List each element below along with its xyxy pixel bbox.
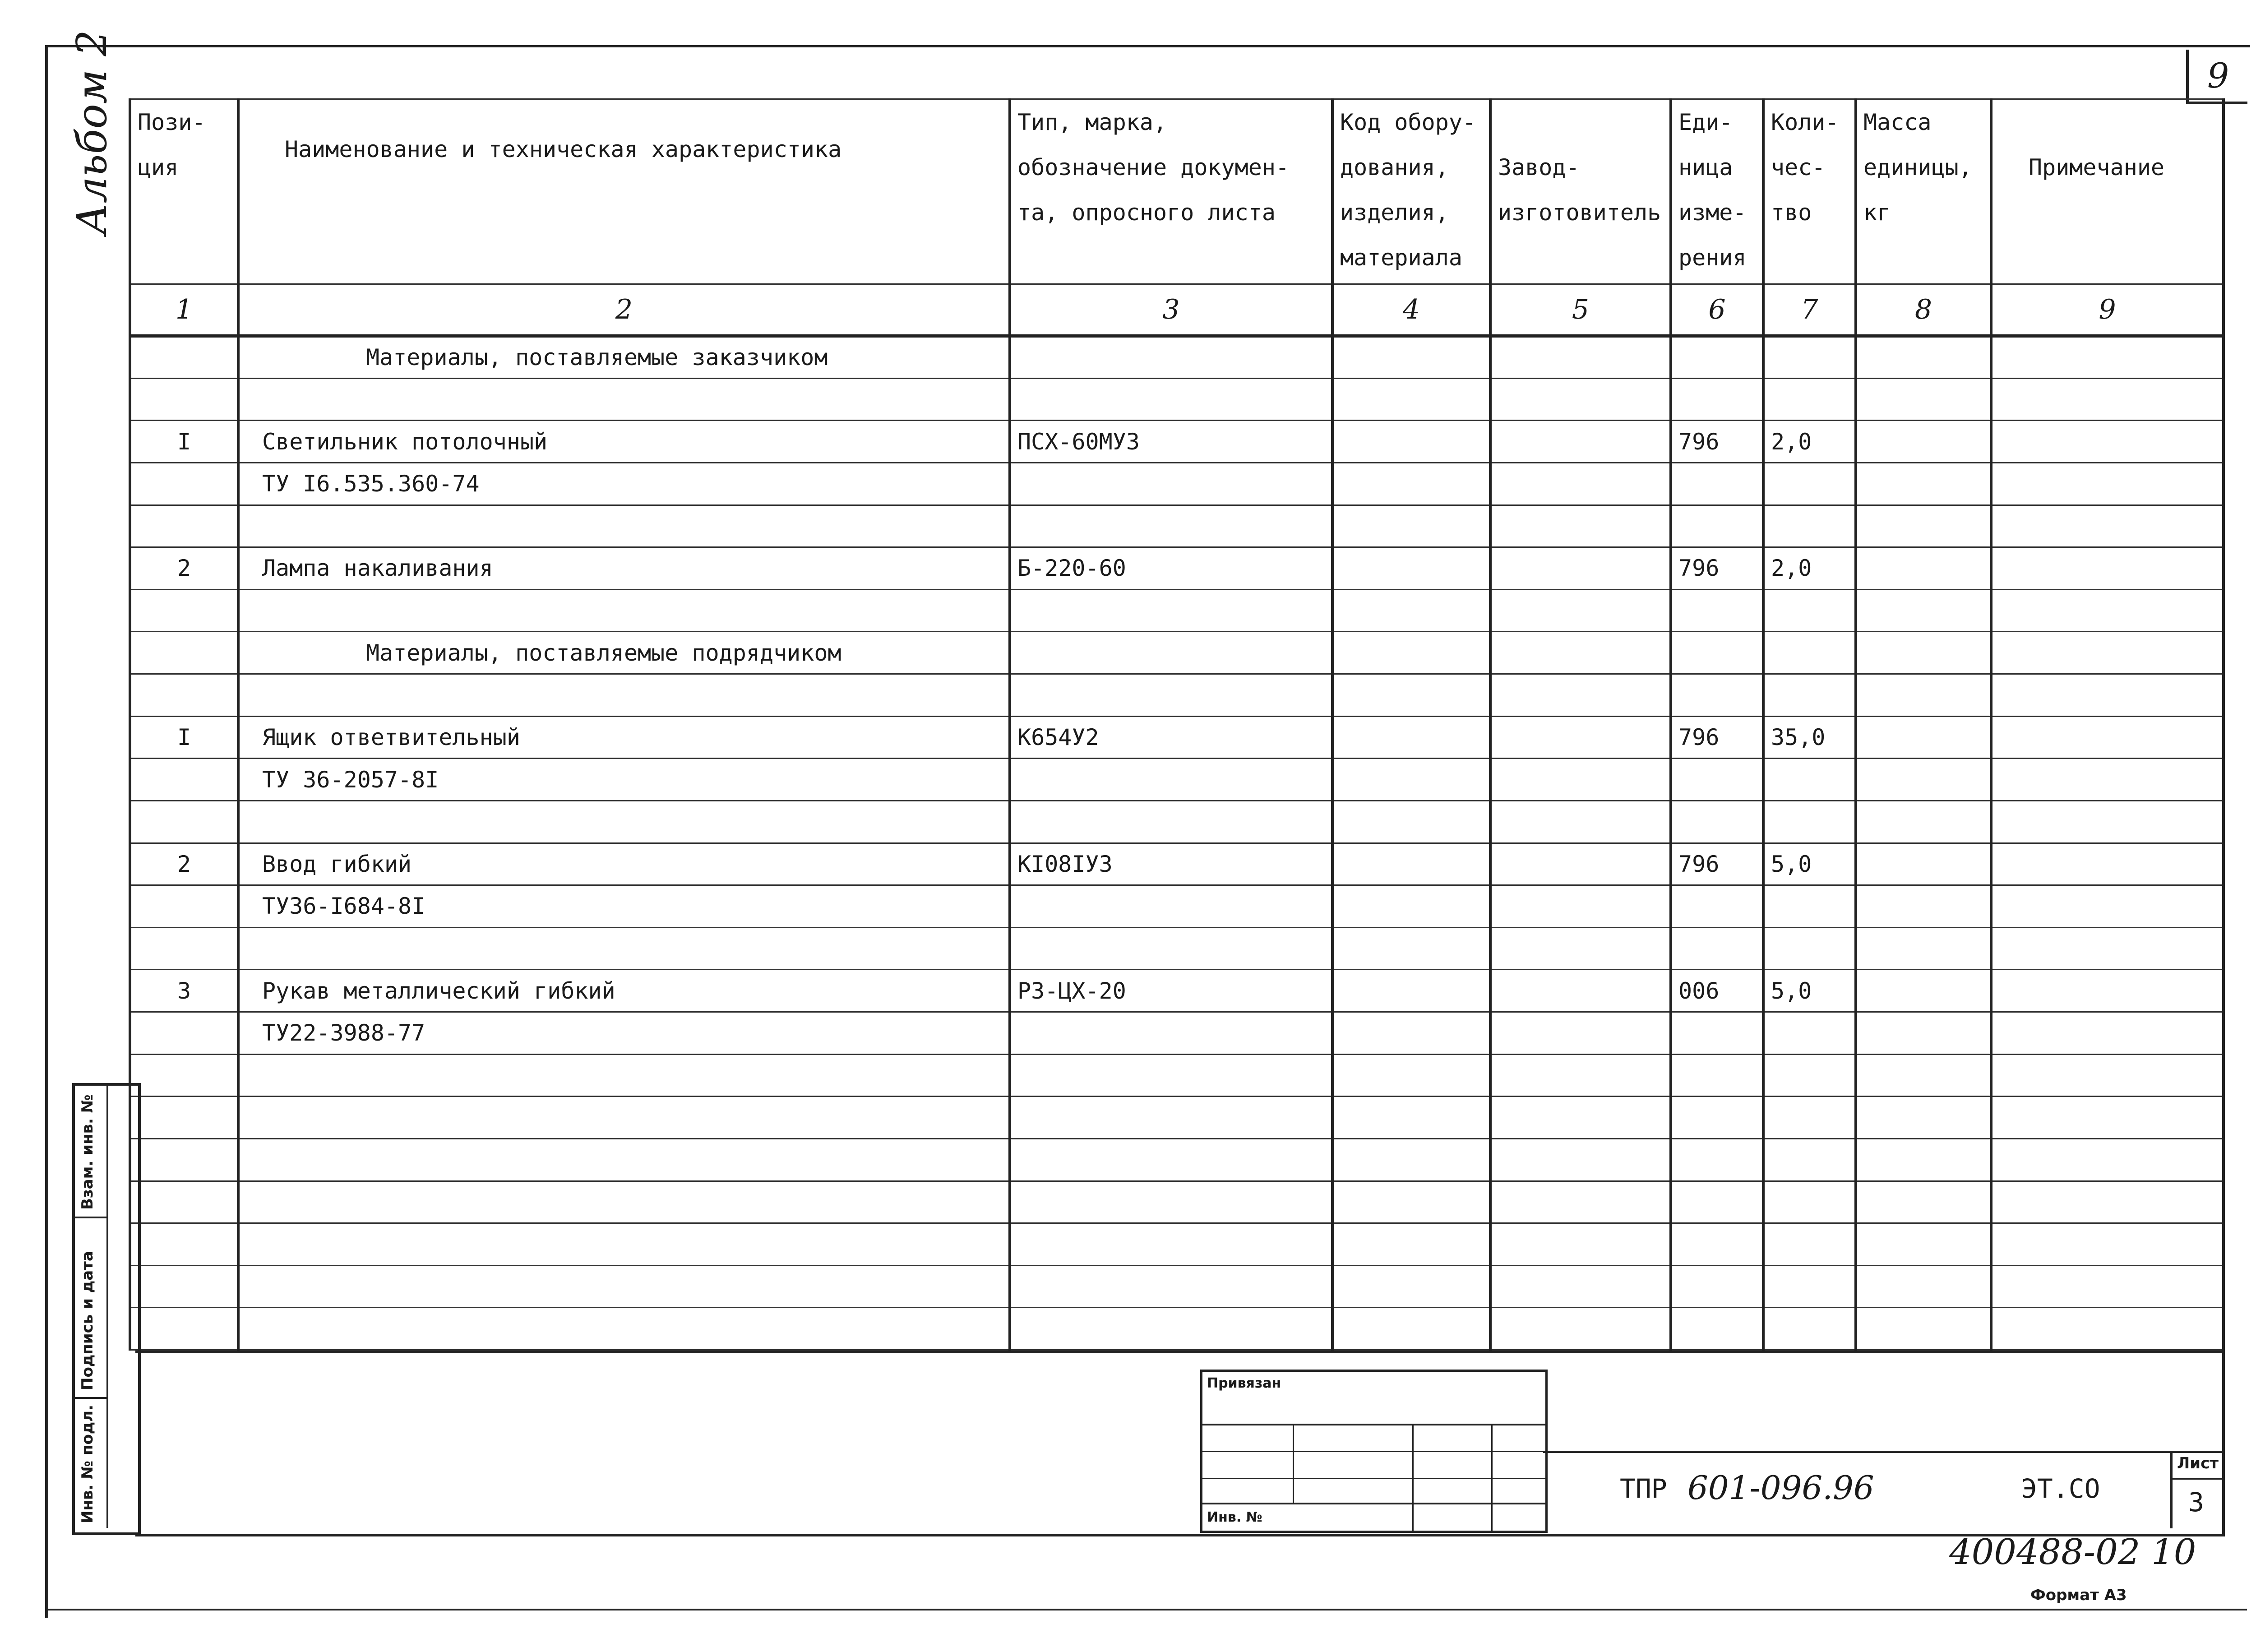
cell-code: [1332, 1138, 1490, 1181]
header-cell-1: Пози- ция: [130, 99, 238, 284]
list-value: 3: [2188, 1487, 2204, 1518]
header-row: [130, 99, 2224, 284]
cell-code: [1332, 927, 1490, 970]
cell-type: [1010, 378, 1332, 421]
cell-unit: [1671, 885, 1763, 928]
table-row: [130, 843, 2224, 885]
cell-pos: 2: [130, 547, 238, 590]
column-number-2: 2: [238, 284, 1010, 336]
cell-pos: I: [130, 421, 238, 463]
cell-type: [1010, 885, 1332, 928]
cell-pos: 3: [130, 970, 238, 1012]
cell-qty: [1763, 801, 1856, 843]
cell-unit: [1671, 463, 1763, 505]
cell-note: [1991, 801, 2224, 843]
cell-note: [1991, 547, 2224, 590]
cell-note: [1991, 1308, 2224, 1350]
cell-maker: [1490, 1012, 1671, 1055]
cell-type: [1010, 1097, 1332, 1139]
cell-maker: [1490, 421, 1671, 463]
cell-name: ТУ 36-2057-8I: [238, 759, 1010, 801]
cell-unit: [1671, 378, 1763, 421]
cell-note: [1991, 759, 2224, 801]
cell-type: [1010, 801, 1332, 843]
cell-pos: [130, 632, 238, 674]
cell-code: [1332, 547, 1490, 590]
stamp-line: [1202, 1503, 1545, 1504]
table-row: [130, 421, 2224, 463]
cell-note: [1991, 927, 2224, 970]
cell-maker: [1490, 1097, 1671, 1139]
inv-no-label: Инв. №: [1207, 1509, 1262, 1525]
format-label: Формат А3: [2030, 1586, 2127, 1604]
cell-qty: [1763, 589, 1856, 632]
cell-unit: [1671, 1097, 1763, 1139]
cell-name: ТУ I6.535.360-74: [238, 463, 1010, 505]
column-number-4: 4: [1332, 284, 1490, 336]
cell-note: [1991, 1097, 2224, 1139]
cell-type: РЗ-ЦХ-20: [1010, 970, 1332, 1012]
side-cell-inv-podl: [75, 1397, 108, 1528]
cell-pos: [130, 505, 238, 547]
header-cell-8: Масса единицы, кг: [1856, 99, 1991, 284]
cell-pos: [130, 589, 238, 632]
cell-note: [1991, 378, 2224, 421]
column-number-9: 9: [1991, 284, 2224, 336]
cell-name: Лампа накаливания: [238, 547, 1010, 590]
cell-mass: [1856, 589, 1991, 632]
table-row: [130, 759, 2224, 801]
cell-name: [238, 1223, 1010, 1266]
cell-mass: [1856, 716, 1991, 759]
cell-name: [238, 1265, 1010, 1308]
cell-maker: [1490, 463, 1671, 505]
cell-maker: [1490, 1308, 1671, 1350]
cell-unit: [1671, 927, 1763, 970]
project-number: 601-096.96: [1687, 1469, 1874, 1507]
cell-code: [1332, 589, 1490, 632]
table-row: [130, 1223, 2224, 1266]
cell-mass: [1856, 632, 1991, 674]
table-row: [130, 1308, 2224, 1350]
cell-mass: [1856, 1265, 1991, 1308]
specification-table: [129, 98, 2225, 1351]
table-row: [130, 716, 2224, 759]
column-number-3: 3: [1010, 284, 1332, 336]
side-label-inv-podl: Инв. № подл.: [79, 1404, 97, 1523]
cell-qty: [1763, 1265, 1856, 1308]
header-cell-3: Тип, марка, обозначение докумен- та, опросного листа: [1010, 99, 1332, 284]
list-label: Лист: [2177, 1454, 2219, 1472]
cell-note: [1991, 336, 2224, 379]
cell-mass: [1856, 463, 1991, 505]
column-number-5: 5: [1490, 284, 1671, 336]
cell-maker: [1490, 632, 1671, 674]
cell-mass: [1856, 336, 1991, 379]
privyazan-stamp: [1200, 1370, 1548, 1533]
cell-type: [1010, 1265, 1332, 1308]
cell-name: Ввод гибкий: [238, 843, 1010, 885]
cell-code: [1332, 505, 1490, 547]
cell-code: [1332, 1181, 1490, 1223]
cell-note: [1991, 970, 2224, 1012]
cell-type: [1010, 1012, 1332, 1055]
title-block-frame: [135, 1351, 2225, 1536]
cell-type: КI08IУЗ: [1010, 843, 1332, 885]
cell-name: Материалы, поставляемые подрядчиком: [238, 632, 1010, 674]
list-divider: [2173, 1478, 2224, 1480]
cell-maker: [1490, 1265, 1671, 1308]
cell-note: [1991, 1181, 2224, 1223]
cell-code: [1332, 1265, 1490, 1308]
cell-maker: [1490, 505, 1671, 547]
table-body: [130, 336, 2224, 1350]
cell-pos: [130, 1223, 238, 1266]
table-row: [130, 970, 2224, 1012]
cell-type: [1010, 1181, 1332, 1223]
table-row: [130, 1138, 2224, 1181]
table-row: [130, 547, 2224, 590]
cell-type: [1010, 927, 1332, 970]
cell-qty: 5,0: [1763, 970, 1856, 1012]
cell-name: [238, 1308, 1010, 1350]
cell-unit: 796: [1671, 716, 1763, 759]
cell-maker: [1490, 336, 1671, 379]
cell-type: [1010, 589, 1332, 632]
table-row: [130, 378, 2224, 421]
stamp-line: [1412, 1424, 1414, 1531]
cell-note: [1991, 1223, 2224, 1266]
cell-note: [1991, 885, 2224, 928]
side-label-vzam-inv: Взам. инв. №: [79, 1094, 97, 1210]
cell-maker: [1490, 970, 1671, 1012]
cell-qty: [1763, 1223, 1856, 1266]
cell-type: [1010, 463, 1332, 505]
cell-qty: [1763, 632, 1856, 674]
cell-mass: [1856, 1138, 1991, 1181]
cell-mass: [1856, 421, 1991, 463]
cell-code: [1332, 843, 1490, 885]
tpr-label: ТПР: [1620, 1473, 1667, 1504]
cell-note: [1991, 1012, 2224, 1055]
cell-name: [238, 589, 1010, 632]
cell-unit: [1671, 1054, 1763, 1097]
section-row: [130, 336, 2224, 379]
cell-pos: [130, 378, 238, 421]
cell-maker: [1490, 716, 1671, 759]
cell-unit: [1671, 801, 1763, 843]
cell-qty: [1763, 927, 1856, 970]
cell-code: [1332, 463, 1490, 505]
cell-name: Материалы, поставляемые заказчиком: [238, 336, 1010, 379]
cell-code: [1332, 632, 1490, 674]
cell-pos: I: [130, 716, 238, 759]
cell-qty: [1763, 674, 1856, 717]
cell-maker: [1490, 1181, 1671, 1223]
cell-qty: [1763, 505, 1856, 547]
cell-code: [1332, 1308, 1490, 1350]
cell-unit: [1671, 505, 1763, 547]
table-row: [130, 927, 2224, 970]
cell-type: К654У2: [1010, 716, 1332, 759]
cell-unit: [1671, 1308, 1763, 1350]
cell-qty: [1763, 336, 1856, 379]
bottom-frame-line: [45, 1609, 2247, 1610]
cell-name: [238, 1138, 1010, 1181]
cell-unit: [1671, 1138, 1763, 1181]
table-row: [130, 1265, 2224, 1308]
column-number-8: 8: [1856, 284, 1991, 336]
cell-code: [1332, 378, 1490, 421]
cell-unit: 796: [1671, 843, 1763, 885]
cell-name: ТУ22-3988-77: [238, 1012, 1010, 1055]
side-label-podpis-data: Подпись и дата: [79, 1251, 97, 1390]
cell-unit: 796: [1671, 547, 1763, 590]
cell-maker: [1490, 759, 1671, 801]
table-row: [130, 463, 2224, 505]
stamp-line: [1202, 1424, 1545, 1425]
cell-mass: [1856, 801, 1991, 843]
cell-qty: [1763, 1308, 1856, 1350]
cell-unit: 796: [1671, 421, 1763, 463]
cell-type: [1010, 336, 1332, 379]
cell-unit: [1671, 674, 1763, 717]
cell-qty: [1763, 759, 1856, 801]
cell-maker: [1490, 589, 1671, 632]
cell-code: [1332, 1223, 1490, 1266]
header-cell-4: Код обору- дования, изделия, материала: [1332, 99, 1490, 284]
cell-mass: [1856, 885, 1991, 928]
table-row: [130, 505, 2224, 547]
cell-mass: [1856, 547, 1991, 590]
cell-pos: [130, 1308, 238, 1350]
cell-qty: [1763, 1012, 1856, 1055]
table-row: [130, 589, 2224, 632]
cell-name: [238, 801, 1010, 843]
cell-note: [1991, 463, 2224, 505]
cell-name: [238, 674, 1010, 717]
cell-mass: [1856, 378, 1991, 421]
header-cell-5: Завод- изготовитель: [1490, 99, 1671, 284]
cell-mass: [1856, 1012, 1991, 1055]
table-row: [130, 1181, 2224, 1223]
cell-mass: [1856, 843, 1991, 885]
table-row: [130, 1012, 2224, 1055]
cell-code: [1332, 1097, 1490, 1139]
cell-pos: [130, 759, 238, 801]
cell-qty: 35,0: [1763, 716, 1856, 759]
cell-unit: 006: [1671, 970, 1763, 1012]
cell-qty: [1763, 463, 1856, 505]
cell-name: Светильник потолочный: [238, 421, 1010, 463]
cell-code: [1332, 336, 1490, 379]
cell-unit: [1671, 759, 1763, 801]
cell-unit: [1671, 336, 1763, 379]
cell-qty: [1763, 1097, 1856, 1139]
cell-name: Рукав металлический гибкий: [238, 970, 1010, 1012]
cell-type: [1010, 1308, 1332, 1350]
cell-maker: [1490, 1138, 1671, 1181]
cell-qty: [1763, 378, 1856, 421]
column-number-1: 1: [130, 284, 238, 336]
cell-name: [238, 1181, 1010, 1223]
header-cell-6: Еди- ница изме- рения: [1671, 99, 1763, 284]
cell-name: [238, 1054, 1010, 1097]
cell-name: [238, 1097, 1010, 1139]
cell-maker: [1490, 927, 1671, 970]
cell-unit: [1671, 1265, 1763, 1308]
cell-code: [1332, 885, 1490, 928]
cell-pos: 2: [130, 843, 238, 885]
cell-mass: [1856, 1054, 1991, 1097]
cell-code: [1332, 759, 1490, 801]
inventory-number: 400488-02 10: [1949, 1532, 2196, 1573]
cell-pos: [130, 927, 238, 970]
cell-mass: [1856, 759, 1991, 801]
cell-maker: [1490, 801, 1671, 843]
sheet-corner-number: 9: [2186, 50, 2247, 104]
column-number-7: 7: [1763, 284, 1856, 336]
cell-name: [238, 378, 1010, 421]
cell-pos: [130, 1054, 238, 1097]
cell-note: [1991, 1138, 2224, 1181]
header-cell-9: Примечание: [1991, 99, 2224, 284]
cell-code: [1332, 801, 1490, 843]
cell-mass: [1856, 1308, 1991, 1350]
cell-mass: [1856, 1223, 1991, 1266]
cell-unit: [1671, 632, 1763, 674]
cell-pos: [130, 336, 238, 379]
album-label: Альбом 2: [68, 30, 116, 235]
side-cell-vzam: [75, 1086, 108, 1218]
cell-code: [1332, 970, 1490, 1012]
cell-name: [238, 505, 1010, 547]
cell-pos: [130, 463, 238, 505]
cell-code: [1332, 716, 1490, 759]
cell-note: [1991, 843, 2224, 885]
cell-maker: [1490, 885, 1671, 928]
cell-name: Ящик ответвительный: [238, 716, 1010, 759]
cell-pos: [130, 1265, 238, 1308]
cell-mass: [1856, 927, 1991, 970]
column-number-6: 6: [1671, 284, 1763, 336]
cell-type: [1010, 1054, 1332, 1097]
cell-mass: [1856, 674, 1991, 717]
stamp-line: [1293, 1424, 1294, 1503]
cell-note: [1991, 674, 2224, 717]
cell-mass: [1856, 1181, 1991, 1223]
cell-code: [1332, 421, 1490, 463]
cell-pos: [130, 1012, 238, 1055]
title-line: [1543, 1451, 2222, 1453]
cell-pos: [130, 801, 238, 843]
cell-qty: 5,0: [1763, 843, 1856, 885]
stamp-line: [1491, 1424, 1493, 1531]
cell-code: [1332, 1054, 1490, 1097]
cell-unit: [1671, 1223, 1763, 1266]
cell-pos: [130, 1181, 238, 1223]
cell-type: [1010, 759, 1332, 801]
cell-pos: [130, 1097, 238, 1139]
document-code: ЭТ.СО: [2021, 1473, 2100, 1504]
cell-note: [1991, 589, 2224, 632]
cell-code: [1332, 674, 1490, 717]
cell-note: [1991, 632, 2224, 674]
header-cell-7: Коли- чес- тво: [1763, 99, 1856, 284]
cell-maker: [1490, 843, 1671, 885]
cell-type: [1010, 1223, 1332, 1266]
table-row: [130, 674, 2224, 717]
table-row: [130, 1054, 2224, 1097]
cell-maker: [1490, 547, 1671, 590]
cell-type: ПСХ-60МУЗ: [1010, 421, 1332, 463]
cell-pos: [130, 674, 238, 717]
side-cell-podpis: [75, 1217, 108, 1399]
cell-name: [238, 927, 1010, 970]
cell-type: [1010, 505, 1332, 547]
header-cell-2: Наименование и техническая характеристика: [238, 99, 1010, 284]
cell-qty: [1763, 1054, 1856, 1097]
cell-qty: 2,0: [1763, 421, 1856, 463]
cell-name: ТУ36-I684-8I: [238, 885, 1010, 928]
table-row: [130, 801, 2224, 843]
cell-qty: [1763, 1181, 1856, 1223]
cell-unit: [1671, 589, 1763, 632]
cell-type: [1010, 1138, 1332, 1181]
cell-type: Б-220-60: [1010, 547, 1332, 590]
cell-code: [1332, 1012, 1490, 1055]
table-row: [130, 885, 2224, 928]
table-row: [130, 1097, 2224, 1139]
sheet-list-box: [2170, 1451, 2224, 1528]
cell-unit: [1671, 1181, 1763, 1223]
stamp-line: [1202, 1451, 1545, 1452]
column-numbers-row: [130, 284, 2224, 336]
cell-type: [1010, 674, 1332, 717]
cell-maker: [1490, 1054, 1671, 1097]
cell-qty: [1763, 885, 1856, 928]
side-stamp: [72, 1083, 141, 1535]
cell-note: [1991, 1054, 2224, 1097]
cell-qty: [1763, 1138, 1856, 1181]
cell-mass: [1856, 505, 1991, 547]
cell-mass: [1856, 970, 1991, 1012]
stamp-line: [1202, 1478, 1545, 1479]
cell-qty: 2,0: [1763, 547, 1856, 590]
cell-note: [1991, 1265, 2224, 1308]
cell-type: [1010, 632, 1332, 674]
cell-pos: [130, 1138, 238, 1181]
cell-note: [1991, 716, 2224, 759]
cell-pos: [130, 885, 238, 928]
cell-maker: [1490, 674, 1671, 717]
section-row: [130, 632, 2224, 674]
cell-unit: [1671, 1012, 1763, 1055]
cell-note: [1991, 421, 2224, 463]
cell-mass: [1856, 1097, 1991, 1139]
privyazan-label: Привязан: [1207, 1375, 1281, 1391]
cell-note: [1991, 505, 2224, 547]
cell-maker: [1490, 378, 1671, 421]
cell-maker: [1490, 1223, 1671, 1266]
